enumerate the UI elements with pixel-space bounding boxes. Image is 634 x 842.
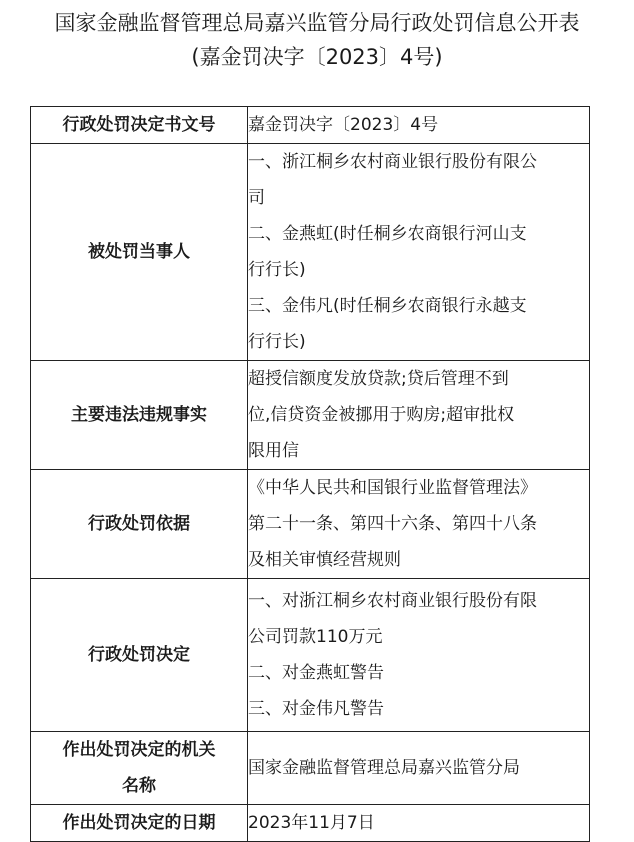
basis-line: 《中华人民共和国银行业监督管理法》 [248,478,537,498]
basis-label: 行政处罚依据 [31,470,248,579]
decision-line: 二、对金燕虹警告 [248,663,384,683]
table-row [31,579,590,732]
basis-line: 及相关审慎经营规则 [248,550,401,570]
parties-line: 三、金伟凡(时任桐乡农商银行永越支 [248,296,527,316]
penalty-info-table [30,106,590,842]
decision-label: 行政处罚决定 [31,579,248,732]
authority-value: 国家金融监督管理总局嘉兴监管分局 [248,732,590,805]
page-title: 国家金融监督管理总局嘉兴监管分局行政处罚信息公开表 [54,11,580,35]
decision-line: 一、对浙江桐乡农村商业银行股份有限 [248,591,537,611]
table-row [31,107,590,144]
authority-label-line: 名称 [122,776,156,796]
basis-value [248,470,590,579]
table-row [31,144,590,361]
parties-line: 行行长) [248,332,306,352]
decision-line: 三、对金伟凡警告 [248,699,384,719]
violations-value [248,361,590,470]
parties-line: 二、金燕虹(时任桐乡农商银行河山支 [248,224,527,244]
doc-number-label: 行政处罚决定书文号 [31,107,248,144]
table-row [31,361,590,470]
authority-label-line: 作出处罚决定的机关 [62,740,216,760]
violations-label: 主要违法违规事实 [31,361,248,470]
parties-line: 一、浙江桐乡农村商业银行股份有限公 [248,152,537,172]
parties-value [248,144,590,361]
decision-line: 公司罚款110万元 [248,627,383,647]
authority-label [31,732,248,805]
date-label: 作出处罚决定的日期 [31,805,248,842]
parties-line: 行行长) [248,260,306,280]
violations-line: 位,信贷资金被挪用于购房;超审批权 [248,405,515,425]
decision-value [248,579,590,732]
violations-line: 超授信额度发放贷款;贷后管理不到 [248,369,509,389]
table-row [31,805,590,842]
basis-line: 第二十一条、第四十六条、第四十八条 [248,514,537,534]
table-row [31,732,590,805]
doc-number-value: 嘉金罚决字〔2023〕4号 [248,107,590,144]
document-number-subtitle: (嘉金罚决字〔2023〕4号) [191,45,443,69]
violations-line: 限用信 [248,441,299,461]
table-row [31,470,590,579]
parties-label: 被处罚当事人 [31,144,248,361]
parties-line: 司 [248,188,265,208]
date-value: 2023年11月7日 [248,805,590,842]
